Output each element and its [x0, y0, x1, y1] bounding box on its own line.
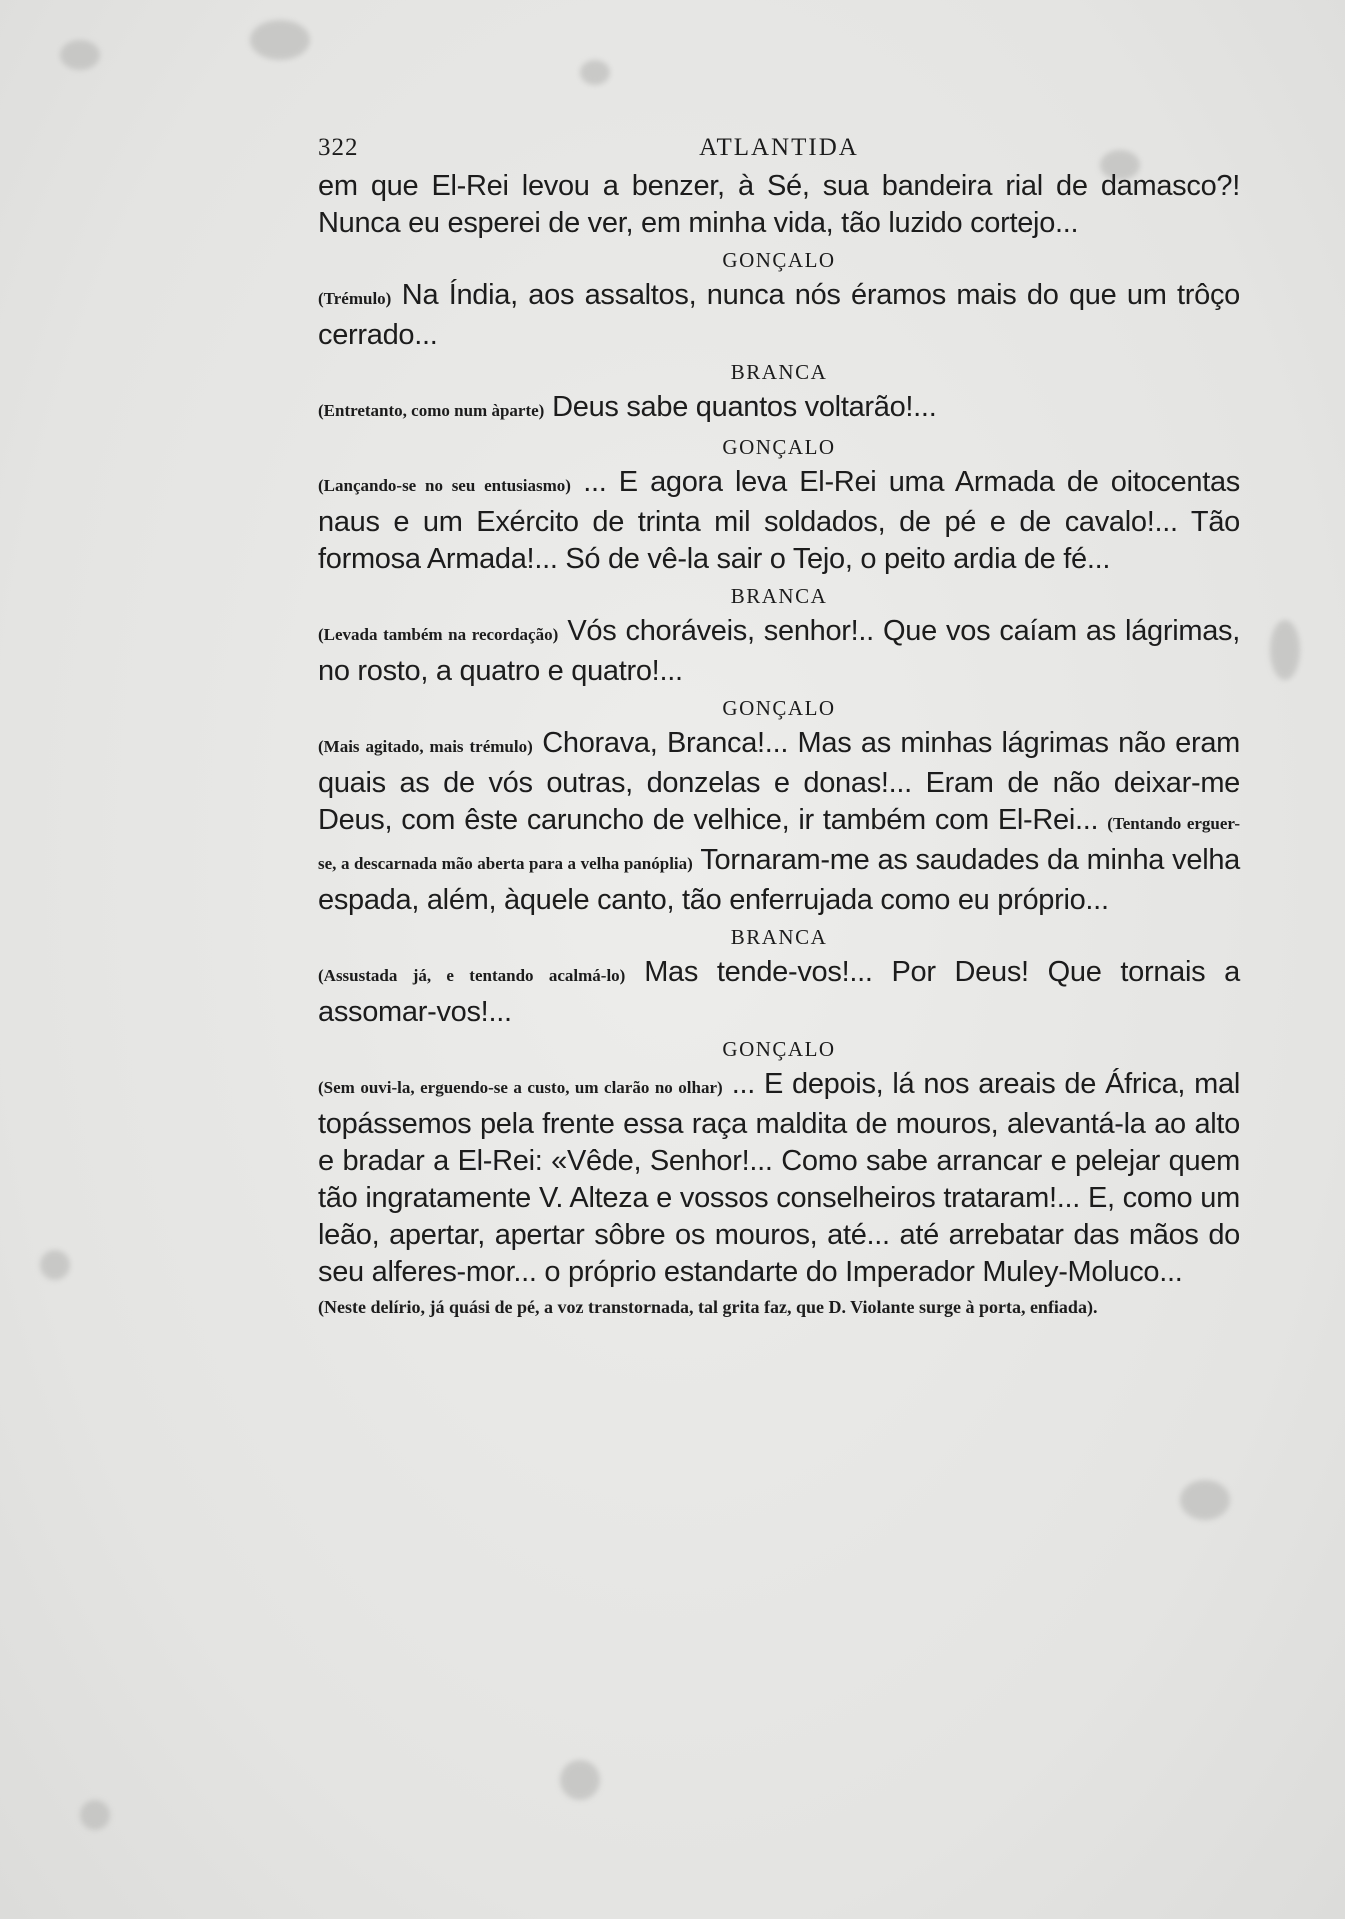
dialogue-text: Deus sabe quantos voltarão!...	[552, 391, 937, 423]
dialogue-line	[318, 1066, 1240, 1291]
dialogue-text: Chorava, Branca!... Mas as minhas lágrimas não eram quais as de vós outras, donzelas e donas!... Eram de não deixar-me Deus, com êste caruncho de velhice, ir também com El-Rei...	[318, 727, 1241, 836]
dialogue-line	[318, 389, 1240, 429]
dialogue-line	[318, 725, 1240, 919]
stage-direction: (Trémulo)	[318, 289, 392, 308]
speaker-name: GONÇALO	[722, 696, 836, 720]
dialogue-text: em que El-Rei levou a benzer, à Sé, sua bandeira rial de damasco?! Nunca eu esperei de ver, em minha vida, tão luzido cortejo...	[318, 170, 1240, 239]
dialogue-text: ... E agora leva El-Rei uma Armada de oitocentas naus e um Exército de trinta mil soldados, de pé e de cavalo!... Tão formosa Armada!... Só de vê-la sair o Tejo, o peito ardia de fé...	[318, 466, 1240, 575]
closing-stage-direction: (Neste delírio, já quási de pé, a voz transtornada, tal grita faz, que D. Violante surge à porta, enfiada).	[318, 1297, 1098, 1317]
dialogue-text: ... E depois, lá nos areais de África, mal topássemos pela frente essa raça maldita de mouros, alevantá-la ao alto e bradar a El-Rei: «Vêde, Senhor!... Como sabe arrancar e pelejar quem tão ingratamente V. Alteza e vossos conselheiros trataram!... E, como um leão, apertar, apertar sôbre os mouros, até... até arrebatar das mãos do seu alferes-mor... o próprio estandarte do Imperador Muley-Moluco...	[318, 1068, 1240, 1288]
paper-speck	[80, 1800, 110, 1830]
paper-speck	[60, 40, 100, 70]
stage-direction: (Lançando-se no seu entusiasmo)	[318, 476, 571, 495]
paper-speck	[1270, 620, 1300, 680]
dialogue-line	[318, 613, 1240, 690]
paper-speck	[1180, 1480, 1230, 1520]
speaker-name: GONÇALO	[722, 248, 836, 272]
dialogue-text: Vós choráveis, senhor!.. Que vos caíam as lágrimas, no rosto, a quatro e quatro!...	[318, 615, 1240, 687]
dialogue-text: Tornaram-me as saudades da minha velha espada, além, àquele canto, tão enferrujada como eu próprio...	[318, 844, 1240, 916]
dialogue-text: Na Índia, aos assaltos, nunca nós éramos mais do que um trôço cerrado...	[318, 279, 1240, 351]
speaker-name: BRANCA	[730, 360, 828, 384]
page-text-block	[318, 128, 1240, 1319]
stage-direction: (Entretanto, como num àparte)	[318, 401, 545, 420]
paper-speck	[580, 60, 610, 85]
speaker-name: BRANCA	[730, 925, 828, 949]
paper-speck	[250, 20, 310, 60]
dialogue-text: Mas tende-vos!... Por Deus! Que tornais a assomar-vos!...	[318, 956, 1240, 1028]
dialogue-line	[318, 464, 1240, 578]
stage-direction: (Tentando erguer-se, a descarnada mão aberta para a velha panóplia)	[318, 814, 1240, 873]
running-title: ATLANTIDA	[699, 134, 859, 161]
speaker-name: BRANCA	[730, 584, 828, 608]
speaker-name: GONÇALO	[722, 435, 836, 459]
stage-direction: (Levada também na recordação)	[318, 625, 559, 644]
dialogue-line	[318, 277, 1240, 354]
speaker-name: GONÇALO	[722, 1037, 836, 1061]
paper-speck	[40, 1250, 70, 1280]
dialogue-line	[318, 954, 1240, 1031]
stage-direction: (Sem ouvi-la, erguendo-se a custo, um clarão no olhar)	[318, 1078, 723, 1097]
page-header	[318, 128, 1240, 168]
stage-direction: (Assustada já, e tentando acalmá-lo)	[318, 966, 626, 985]
page-number: 322	[318, 134, 359, 161]
stage-direction: (Mais agitado, mais trémulo)	[318, 737, 533, 756]
paper-speck	[560, 1760, 600, 1800]
